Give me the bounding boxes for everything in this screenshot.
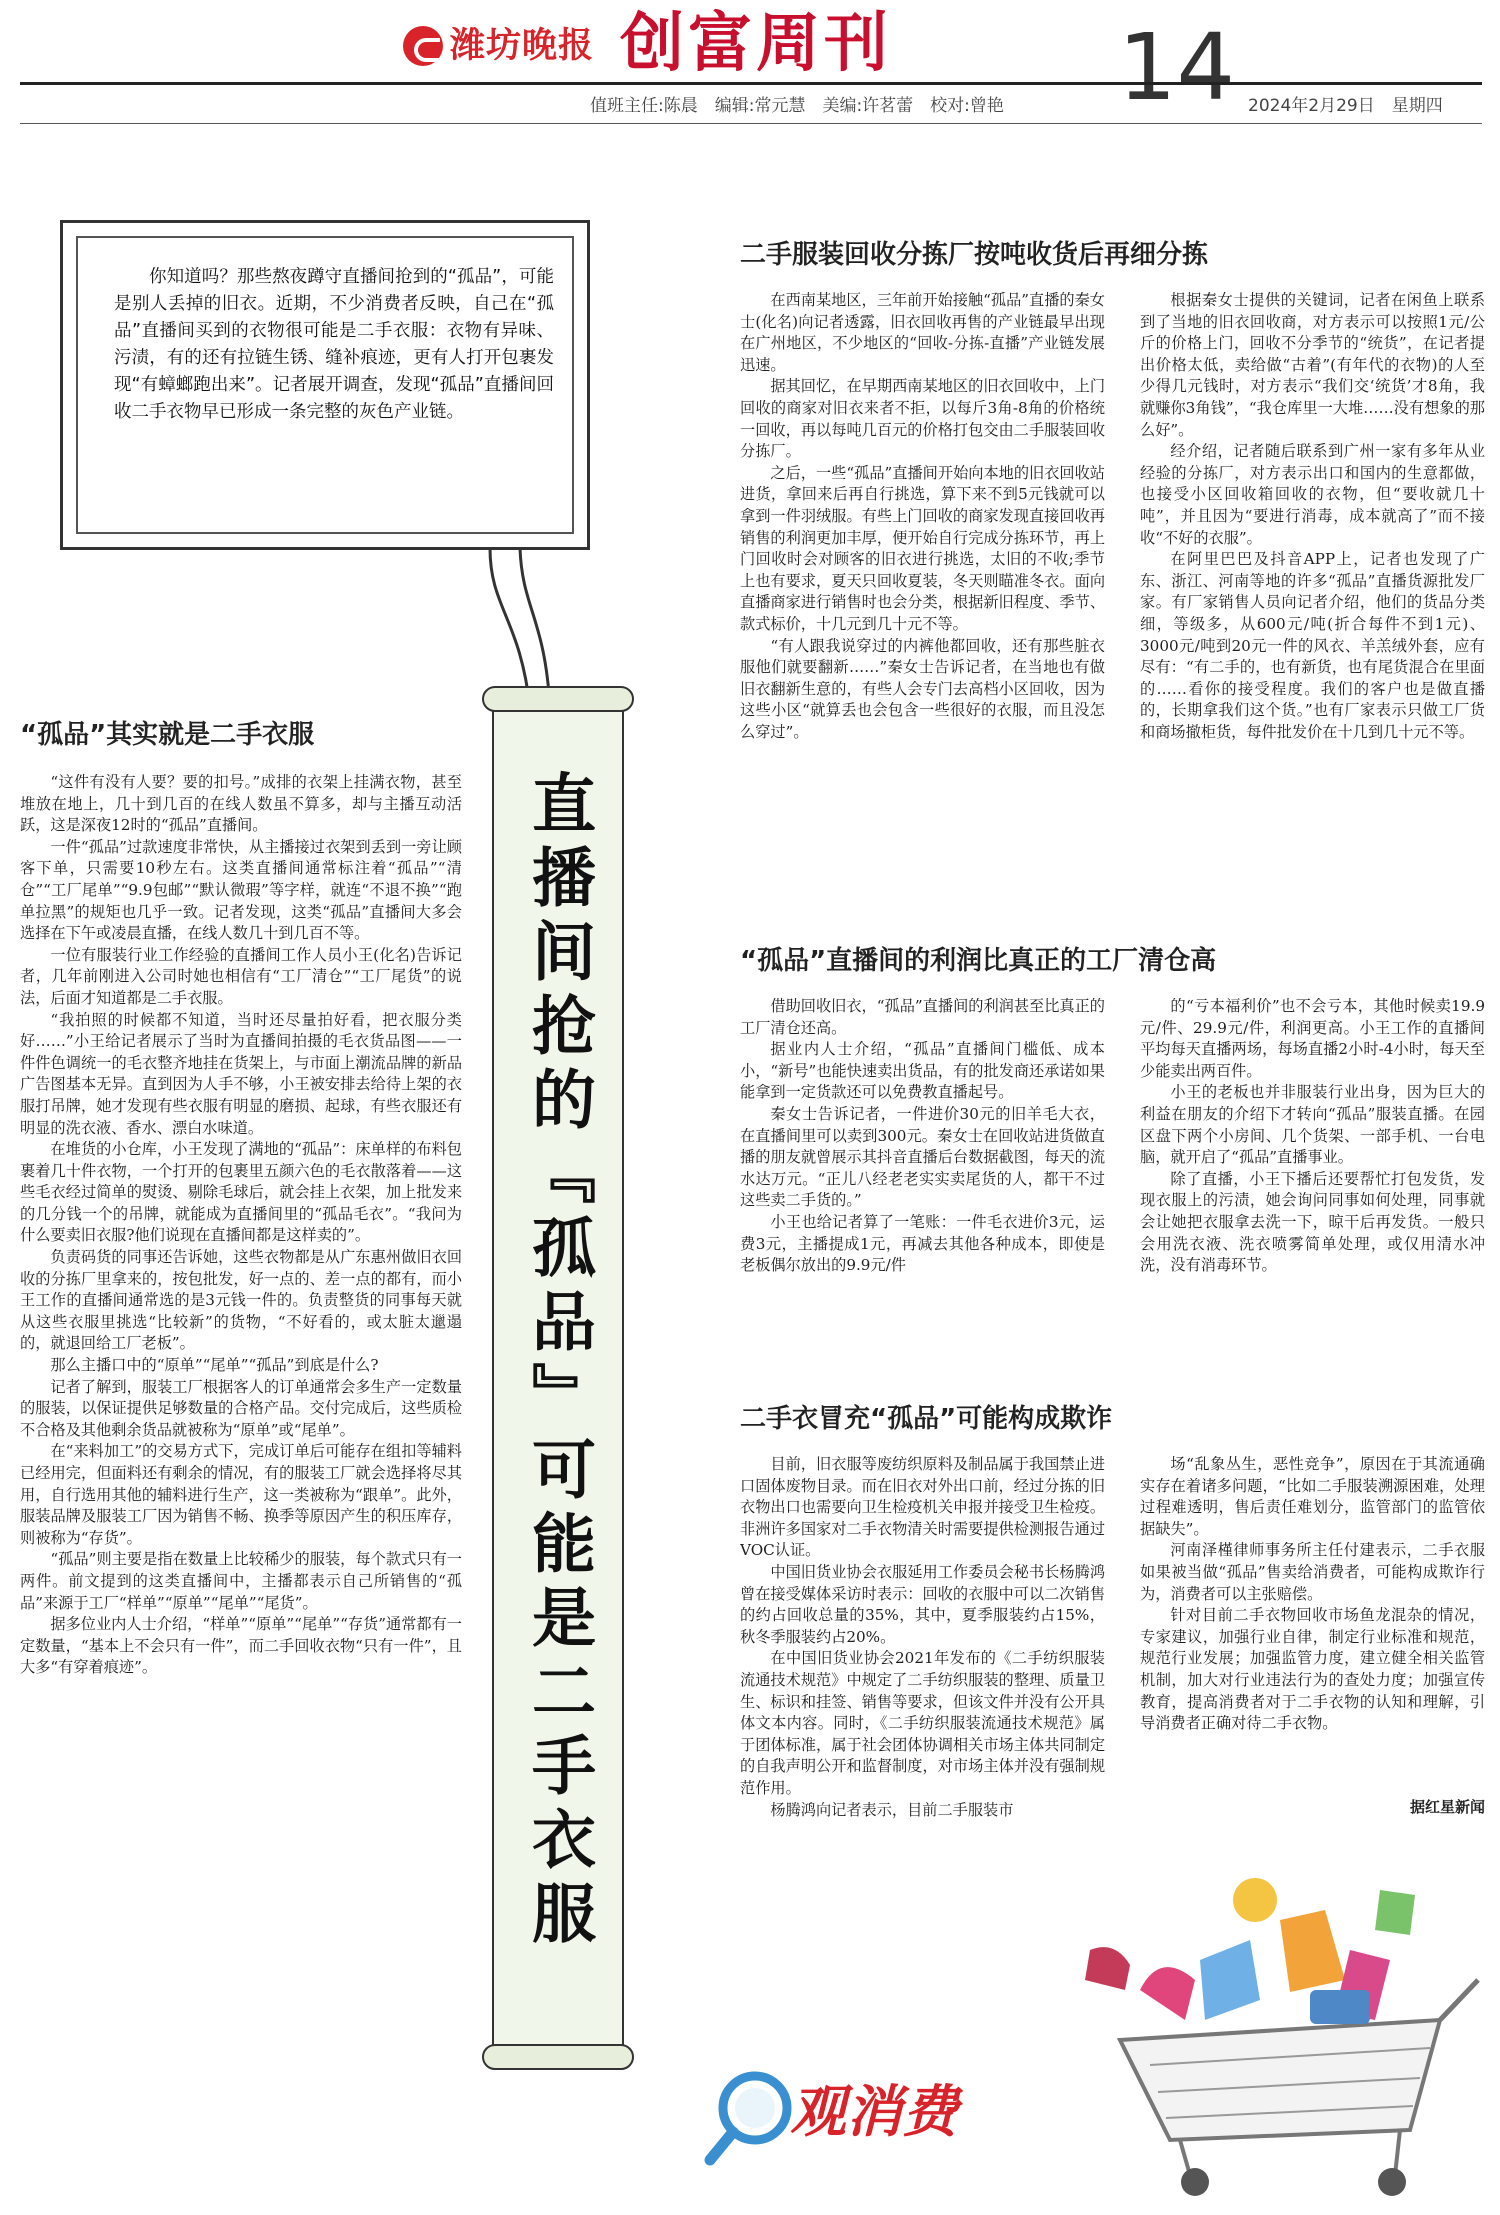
section-1-body xyxy=(20,772,462,2208)
scroll-curl-bottom xyxy=(482,2044,634,2070)
paragraph: 秦女士告诉记者，一件进价30元的旧羊毛大衣，在直播间里可以卖到300元。秦女士在回收站进货做直播的朋友就曾展示其抖音直播后台数据截图，每天的流水达万元。“正儿八经老老实实卖尾货的人，都干不过这些卖二手货的。” xyxy=(740,1104,1105,1210)
paragraph: “有人跟我说穿过的内裤他都回收，还有那些脏衣服他们就要翻新……”秦女士告诉记者，在当地也有做旧衣翻新生意的，有些人会专门去高档小区回收，因为这些小区“就算丢也会包含一些很好的衣服，而且没怎么穿过”。 xyxy=(740,636,1105,741)
paragraph: 之后，一些“孤品”直播间开始向本地的旧衣回收站进货，拿回来后再自行挑选，算下来不到5元钱就可以拿到一件羽绒服。有些上门回收的商家发现直接回收再销售的利润更加丰厚，便开始自行完成分拣环节，再上门回收时会对顾客的旧衣进行挑选，太旧的不收;季节上也有要求，夏天只回收夏装，冬天则瞄准冬衣。面向直播商家进行销售时也会分类，根据新旧程度、季节、款式标价，十几元到几十元不等。 xyxy=(740,463,1105,633)
section-2-column-1 xyxy=(740,290,1105,900)
paragraph: 针对目前二手衣物回收市场鱼龙混杂的情况，专家建议，加强行业自律，制定行业标准和规范，规范行业发展；加强监管力度，建立健全相关监管机制，加大对行业违法行为的查处力度；加强宣传教育，提高消费者对于二手衣物的认知和理解，引导消费者正确对待二手衣物。 xyxy=(1140,1606,1485,1733)
paragraph: 小王的老板也并非服装行业出身，因为巨大的利益在朋友的介绍下才转向“孤品”服装直播。在园区盘下两个小房间、几个货架、一部手机、一台电脑，就开启了“孤品”直播事业。 xyxy=(1140,1083,1485,1167)
paragraph: 在阿里巴巴及抖音APP上，记者也发现了广东、浙江、河南等地的许多“孤品”直播货源批发厂家。有厂家销售人员向记者介绍，他们的货品分类细，等级多，从600元/吨(折合每件不到1元)、3000元/吨到20元一件的风衣、羊羔绒外套，应有尽有：“有二手的，也有新货，也有尾货混合在里面的……看你的接受程度。我们的客户也是做直播的，长期拿我们这个货。”也有厂家表示只做工厂货和商场撤柜货，每件批发价在十几到几十元不等。 xyxy=(1140,550,1485,741)
section-heading-2: 二手服装回收分拣厂按吨收货后再细分拣 xyxy=(740,240,1209,270)
section-heading-3: “孤品”直播间的利润比真正的工厂清仓高 xyxy=(740,946,1217,976)
issue-date: 2024年2月29日 星期四 xyxy=(1248,96,1443,116)
source-credit: 据红星新闻 xyxy=(1409,1798,1485,1816)
paragraph: 小王也给记者算了一笔账：一件毛衣进价3元，运费3元，主播提成1元，再减去其他各种成本，即使是老板偶尔放出的9.9元/件 xyxy=(740,1212,1105,1275)
paragraph: 那么主播口中的“原单”“尾单”“孤品”到底是什么? xyxy=(50,1356,379,1375)
scroll-curl-top xyxy=(482,686,634,712)
paragraph: 河南泽槿律师事务所主任付建表示，二手衣服如果被当做“孤品”售卖给消费者，可能构成欺诈行为，消费者可以主张赔偿。 xyxy=(1140,1541,1485,1603)
section-heading-4: 二手衣冒充“孤品”可能构成欺诈 xyxy=(740,1404,1113,1434)
section-3-column-1 xyxy=(740,996,1105,1356)
paragraph: 根据秦女士提供的关键词，记者在闲鱼上联系到了当地的旧衣回收商，对方表示可以按照1元/公斤的价格上门，回收不分季节的“统货”，在记者提出价格太低，卖给做“古着”(有年代的衣物)的人至少得几元钱时，对方表示“我们交‘统货’才8角，我就赚你3角钱”，“我仓库里一大堆……没有想象的那么好”。 xyxy=(1140,291,1485,439)
section-4-column-2 xyxy=(1140,1454,1485,1794)
paragraph: 中国旧货业协会衣服延用工作委员会秘书长杨腾鸿曾在接受媒体采访时表示：回收的衣服中可以二次销售的约占回收总量的35%，其中，夏季服装约占15%，秋冬季服装约占20%。 xyxy=(740,1562,1105,1646)
page-number: 14 xyxy=(1118,14,1236,121)
paragraph: 记者了解到，服装工厂根据客人的订单通常会多生产一定数量的服装，以保证提供足够数量的合格产品。交付完成后，这些质检不合格及其他剩余货品就被称为“原单”或“尾单”。 xyxy=(20,1377,462,1439)
paragraph: 目前，旧衣服等废纺织原料及制品属于我国禁止进口固体废物目录。而在旧衣对外出口前，经过分拣的旧衣物出口也需要向卫生检疫机关申报并接受卫生检疫。非洲许多国家对二手衣物清关时需要提供检测报告通过VOC认证。 xyxy=(740,1455,1105,1560)
staff-credits: 值班主任:陈晨 编辑:常元慧 美编:许茗蕾 校对:曾艳 xyxy=(590,96,1004,116)
column-badge: 观消费 xyxy=(790,2080,958,2145)
section-4-column-1 xyxy=(740,1454,1105,2054)
paragraph: 除了直播，小王下播后还要帮忙打包发货，发现衣服上的污渍，她会询问同事如何处理，同事就会让她把衣服拿去洗一下，晾干后再发货。一般只会用洗衣液、洗衣喷雾简单处理，或仅用清水冲洗，没有消毒环节。 xyxy=(1140,1169,1485,1275)
paragraph: 一位有服装行业工作经验的直播间工作人员小王(化名)告诉记者，几年前刚进入公司时她也相信有“工厂清仓”“工厂尾货”的说法，后面才知道都是二手衣服。 xyxy=(20,945,462,1007)
main-headline: 直播间抢的『孤品』可能是二手衣服 xyxy=(521,770,595,1954)
paragraph: 借助回收旧衣，“孤品”直播间的利润甚至比真正的工厂清仓还高。 xyxy=(740,997,1105,1037)
section-3-column-2 xyxy=(1140,996,1485,1356)
paragraph: “这件有没有人要？要的扣号。”成排的衣架上挂满衣物，甚至堆放在地上，几十到几百的在线人数虽不算多，却与主播互动活跃，这是深夜12时的“孤品”直播间。 xyxy=(20,773,462,835)
paragraph: 负责码货的同事还告诉她，这些衣物都是从广东惠州做旧衣回收的分拣厂里拿来的，按包批发，好一点的、差一点的都有，而小王工作的直播间通常选的是3元钱一件的。负责整货的同事每天就从这些衣服里挑选“比较新”的货物，“不好看的，或太脏太邋遢的，就退回给工厂老板”。 xyxy=(20,1248,462,1353)
paragraph: 在堆货的小仓库，小王发现了满地的“孤品”：床单样的布料包裹着几十件衣物，一个打开的包裹里五颜六色的毛衣散落着——这些毛衣经过简单的熨烫、剔除毛球后，就会挂上衣架，加上批发来的几分钱一个的吊牌，就能成为直播间里的“孤品毛衣”。“我问为什么要卖旧衣服?他们说现在直播间都是这样卖的”。 xyxy=(20,1140,462,1245)
paragraph: 据业内人士介绍，“孤品”直播间门槛低、成本小，“新号”也能快速卖出货品，有的批发商还承诺如果能拿到一定货款还可以免费教直播起号。 xyxy=(740,1040,1105,1102)
paragraph: 场“乱象丛生，恶性竞争”，原因在于其流通确实存在着诸多问题，“比如二手服装溯源困难，处理过程难透明，售后责任难划分，监管部门的监管依据缺失”。 xyxy=(1140,1455,1485,1538)
masthead-rule xyxy=(20,82,1482,85)
paragraph: 据其回忆，在早期西南某地区的旧衣回收中，上门回收的商家对旧衣来者不拒，以每斤3角-8角的价格统一回收，再以每吨几百元的价格打包交由二手服装回收分拣厂。 xyxy=(740,377,1105,461)
paragraph: 一件“孤品”过款速度非常快，从主播接过衣架到丢到一旁让顾客下单，只需要10秒左右。这类直播间通常标注着“孤品”“清仓”“工厂尾单”“9.9包邮”“默认微瑕”等字样，就连“不退不换”“跑单拉黑”的规矩也几乎一致。记者发现，这类“孤品”直播间大多会选择在下午或凌晨直播，在线人数几十到几百不等。 xyxy=(20,837,462,943)
paragraph: 杨腾鸿向记者表示，目前二手服装市 xyxy=(770,1800,1014,1819)
paragraph: 据多位业内人士介绍，“样单”“原单”“尾单”“存货”通常都有一定数量，“基本上不会只有一件”，而二手回收衣物“只有一件”，且大多“有穿着痕迹”。 xyxy=(20,1615,462,1677)
monitor-cable-icon xyxy=(450,548,570,708)
paragraph: “我拍照的时候都不知道，当时还尽量拍好看，把衣服分类好……”小王给记者展示了当时为直播间拍摄的毛衣货品图——一件件色调统一的毛衣整齐地挂在货架上，与市面上潮流品牌的新品广告图基本无异。直到因为人手不够，小王被安排去给待上架的衣服打吊牌，她才发现有些衣服有明显的磨损、起球，有些衣服还有明显的洗衣液、香水、漂白水味道。 xyxy=(20,1010,462,1137)
page-title: 创富周刊 xyxy=(620,6,892,81)
section-heading-1: “孤品”其实就是二手衣服 xyxy=(20,720,315,750)
paragraph: “孤品”则主要是指在数量上比较稀少的服装，每个款式只有一两件。前文提到的这类直播间中，主播都表示自己所销售的“孤品”来源于工厂“样单”“原单”“尾单”“尾货”。 xyxy=(20,1550,462,1612)
paragraph: 经介绍，记者随后联系到广州一家有多年从业经验的分拣厂，对方表示出口和国内的生意都做，也接受小区回收箱回收的衣物，但“要收就几十吨”，并且因为“要进行消毒，成本就高了”而不接收“不好的衣服”。 xyxy=(1140,442,1485,547)
section-2-column-2 xyxy=(1140,290,1485,900)
paragraph: 在“来料加工”的交易方式下，完成订单后可能存在组扣等辅料已经用完，但面料还有剩余的情况，有的服装工厂就会选择将尽其用，自行选用其他的辅料进行生产，这一类被称为“跟单”。此外，服装品牌及服装工厂因为销售不畅、换季等原因产生的积压库存，则被称为“存货”。 xyxy=(20,1442,462,1547)
paragraph: 在中国旧货业协会2021年发布的《二手纺织服装流通技术规范》中规定了二手纺织服装的整理、质量卫生、标识和挂签、销售等要求，但该文件并没有公开具体文本内容。同时，《二手纺织服装流通技术规范》属于团体标准，属于社会团体协调相关市场主体共同制定的自我声明公开和监督制度，对市场主体并没有强制规范作用。 xyxy=(740,1649,1105,1797)
paragraph: 在西南某地区，三年前开始接触“孤品”直播的秦女士(化名)向记者透露，旧衣回收再售的产业链最早出现在广州地区，不少地区的“回收-分拣-直播”产业链发展迅速。 xyxy=(740,291,1105,374)
newspaper-logo-icon xyxy=(403,26,443,66)
newspaper-logo-text: 潍坊晚报 xyxy=(450,26,595,66)
masthead-subrule xyxy=(20,123,1482,124)
intro-summary: 你知道吗？那些熬夜蹲守直播间抢到的“孤品”，可能是别人丢掉的旧衣。近期，不少消费者反映，自己在“孤品”直播间买到的衣物很可能是二手衣服：衣物有异味、污渍，有的还有拉链生锈、缝补痕迹，更有人打开包裹发现“有蟑螂跑出来”。记者展开调查，发现“孤品”直播间回收二手衣物早已形成一条完整的灰色产业链。 xyxy=(114,267,554,422)
shopping-cart-icon xyxy=(1080,1830,1490,2205)
paragraph: 的“亏本福利价”也不会亏本，其他时候卖19.9元/件、29.9元/件，利润更高。小王工作的直播间平均每天直播两场，每场直播2小时-4小时，每天至少能卖出两百件。 xyxy=(1140,997,1485,1080)
